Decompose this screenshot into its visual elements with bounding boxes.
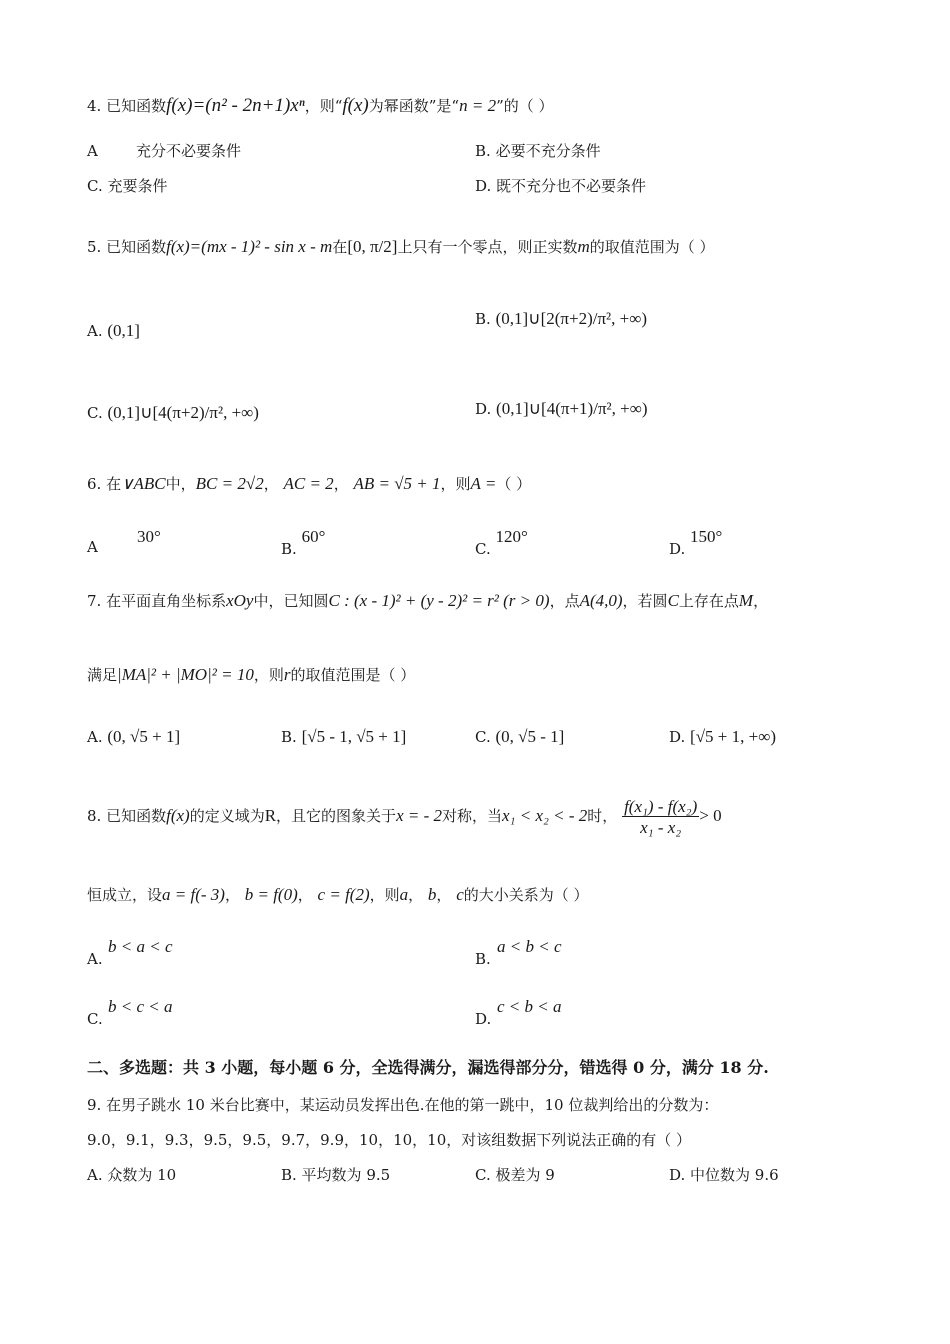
q6-option-c[interactable]: C. 120°: [475, 527, 528, 558]
q5-option-a[interactable]: A. (0,1]: [87, 321, 140, 340]
q8-stem-line1: 8. 已知函数f(x)的定义域为R，且它的图象关于x = - 2对称，当x₁ < x₂ < - 2时， $\frac{\text{f(x₁) - f(x₂)}}{\text{x₁ - x₂}}$ > 0: [87, 797, 722, 837]
q5-option-d[interactable]: D. (0,1]∪[4(π+1)/π², +∞): [475, 399, 648, 418]
q6-option-d[interactable]: D. 150°: [669, 527, 723, 558]
q8-option-c-value: b < c < a: [108, 997, 173, 1016]
q8-option-d[interactable]: D.: [475, 1010, 492, 1028]
q8-option-a[interactable]: A.: [87, 950, 103, 968]
section-heading-multiple-choice: 二、多选题：共 3 小题，每小题 6 分，全选得满分，漏选得部分分，错选得 0 分，满分 18 分.: [87, 1058, 769, 1077]
q4-option-a-text: 充分不必要条件: [136, 142, 242, 160]
q7-stem-line1: 7. 在平面直角坐标系xOy中，已知圆C : (x - 1)² + (y - 2)² = r² (r > 0)，点A(4,0)，若圆C上存在点M，: [87, 591, 769, 610]
q9-option-c[interactable]: C. 极差为 9: [475, 1166, 555, 1184]
q6-option-b[interactable]: B. 60°: [281, 527, 326, 558]
q7-option-a[interactable]: A. (0, √5 + 1]: [87, 727, 181, 746]
q5-formula: f(x)=(mx - 1)² - sin x - m: [166, 237, 333, 256]
q4-formula: f(x)=(n² - 2n+1)xⁿ: [166, 95, 305, 116]
q9-option-b[interactable]: B. 平均数为 9.5: [281, 1166, 391, 1184]
q5-interval: [0, π/2]: [347, 237, 398, 256]
q5-option-c[interactable]: C. (0,1]∪[4(π+2)/π², +∞): [87, 403, 259, 422]
q6-option-a[interactable]: A: [87, 538, 98, 556]
q4-option-c[interactable]: C. 充要条件: [87, 177, 168, 195]
q7-circle: C : (x - 1)² + (y - 2)² = r² (r > 0): [328, 591, 550, 610]
q5-option-b[interactable]: B. (0,1]∪[2(π+2)/π², +∞): [475, 309, 648, 328]
q6-option-a-value: 30°: [137, 527, 161, 546]
q8-option-c[interactable]: C.: [87, 1010, 103, 1028]
q8-option-b[interactable]: B.: [475, 950, 491, 968]
q4-option-a[interactable]: A: [87, 142, 98, 160]
q7-stem-line2: 满足|MA|² + |MO|² = 10，则r的取值范围是（ ）: [87, 665, 416, 684]
q9-option-d[interactable]: D. 中位数为 9.6: [669, 1166, 779, 1184]
q8-fraction: $\frac{\text{f(x₁) - f(x₂)}}{\text{x₁ - x₂}}$: [624, 797, 698, 837]
q7-option-c[interactable]: C. (0, √5 - 1]: [475, 727, 565, 746]
q5-stem: 5. 已知函数f(x)=(mx - 1)² - sin x - m在[0, π/2]上只有一个零点，则正实数m的取值范围为（ ）: [87, 237, 715, 256]
q8-option-b-value: a < b < c: [497, 937, 562, 956]
q4-option-b[interactable]: B. 必要不充分条件: [475, 142, 601, 160]
q4-stem: 4. 已知函数f(x)=(n² - 2n+1)xⁿ，则“f(x)为幂函数”是“n = 2”的（ ）: [87, 95, 554, 116]
q8-option-d-value: c < b < a: [497, 997, 562, 1016]
q8-option-a-value: b < a < c: [108, 937, 173, 956]
q9-stem-line2: 9.0，9.1，9.3，9.5，9.5，9.7，9.9，10，10，10，对该组数据下列说法正确的有（ ）: [87, 1131, 692, 1149]
q9-option-a[interactable]: A. 众数为 10: [87, 1166, 177, 1184]
q9-stem-line1: 9. 在男子跳水 10 米台比赛中，某运动员发挥出色.在他的第一跳中，10 位裁判给出的分数为：: [87, 1096, 719, 1114]
q4-option-d[interactable]: D. 既不充分也不必要条件: [475, 177, 647, 195]
q7-option-b[interactable]: B. [√5 - 1, √5 + 1]: [281, 727, 407, 746]
q7-option-d[interactable]: D. [√5 + 1, +∞): [669, 727, 776, 746]
q6-stem: 6. 在∨ABC中，BC = 2√2， AC = 2， AB = √5 + 1，则A =（ ）: [87, 474, 532, 493]
q8-stem-line2: 恒成立，设a = f(- 3)， b = f(0)， c = f(2)，则a， b， c的大小关系为（ ）: [87, 885, 589, 904]
